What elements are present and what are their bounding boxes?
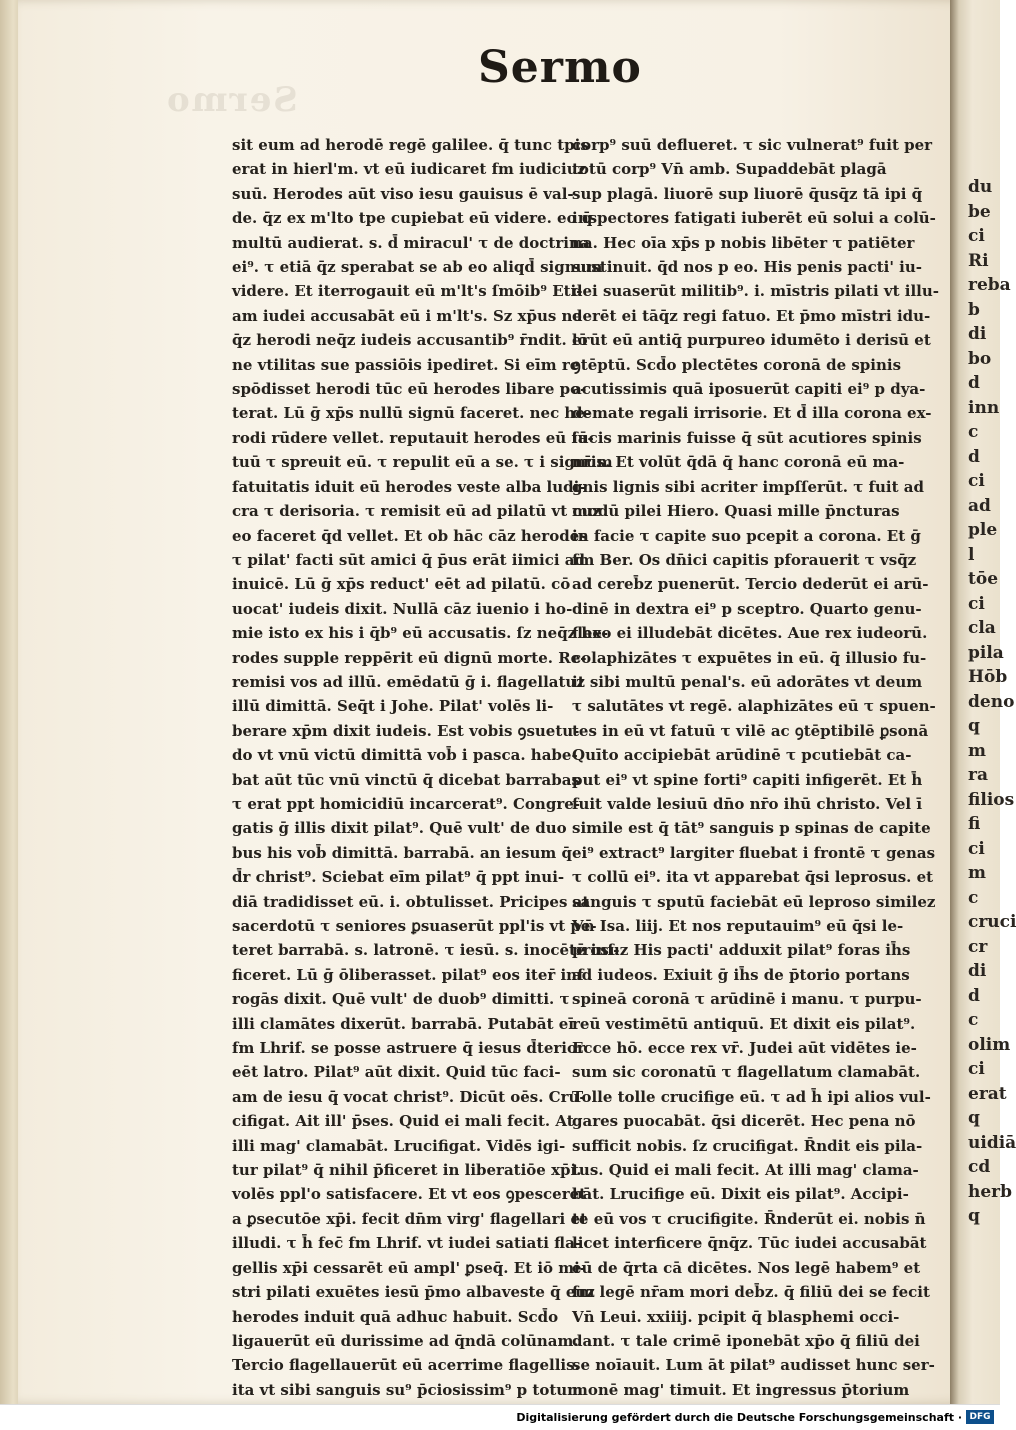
text-line: remisi vos ad illū. emēdatū ḡ i. flagellatuz [232, 672, 585, 691]
text-line: Quīto accipiebāt arūdinē τ pcutiebāt ca- [572, 746, 912, 765]
text-line: τ pilat' facti sūt amici q̄ p̄us erāt iimici ad [232, 550, 585, 569]
text-line: tus. Quid ei mali fecit. At illi mag' clama- [572, 1161, 919, 1180]
text-line: sit eum ad herodē regē galilee. q̄ tunc tpis [232, 136, 589, 154]
text-line: stri pilati exuētes iesū p̄mo albaveste q̄ euz [232, 1283, 595, 1302]
text-line: dei suaserūt militib⁹. i. mīstris pilati vt illu- [572, 282, 939, 301]
text-line: ꝯtēptū. Scd̄o plectētes coronā de spinis [572, 355, 902, 374]
adjacent-text-fragment: q [968, 1108, 980, 1128]
text-line: berare xp̄m dixit iudeis. Est vobis ꝯsuetu- [232, 721, 580, 740]
text-line: derēt ei tāq̄z regi fatuo. Et p̄mo mīstri idu- [572, 306, 931, 325]
text-line: a ꝑsecutōe xp̄i. fecit dn̄m virg' flagellari et [232, 1209, 587, 1228]
adjacent-page-text [968, 175, 1016, 1229]
text-line: spineā coronā τ arūdinē i manu. τ purpu- [572, 990, 922, 1009]
text-line: videre. Et iterrogauit eū m'lt's ſmōib⁹ Eti- [232, 282, 583, 301]
footer-bar [0, 1404, 1000, 1430]
adjacent-text-fragment: ra [968, 765, 988, 785]
text-line: ei⁹. τ etiā q̄z sperabat se ab eo aliqd̄ signum [232, 258, 603, 277]
adjacent-text-fragment: ci [968, 1059, 985, 1079]
adjacent-text-fragment: cla [968, 618, 996, 638]
adjacent-text-fragment: d [968, 446, 980, 467]
adjacent-text-fragment: Hōb [968, 667, 1008, 687]
adjacent-text-fragment: deno [968, 691, 1015, 712]
text-line: Tercio flagellauerūt eū acerrime flagellis. [232, 1356, 580, 1375]
text-line: ficeret. Lū ḡ ōliberasset. pilat⁹ eos iter̄ inf [232, 965, 584, 984]
text-line: fm legē nr̄am mori deb̄z. q̄ filiū dei se fecit [572, 1283, 930, 1302]
adjacent-text-fragment: pila [968, 642, 1004, 663]
text-line: tuū τ spreuit eū. τ repulit eū a se. τ i signum [232, 453, 613, 472]
text-line: in facie τ capite suo pcepit a corona. Et ḡ [572, 526, 921, 545]
right-text-column [572, 133, 939, 1402]
text-line: ei⁹ extract⁹ largiter fluebat i frontē τ genas [572, 843, 936, 862]
text-line: reū vestimētū antiquū. Et dixit eis pilat⁹. [572, 1014, 916, 1033]
adjacent-text-fragment: ci [968, 471, 985, 491]
text-line: totū corp⁹ Vn̄ amb. Supaddebāt plagā [572, 160, 887, 179]
text-line: cifigat. Ait ill' p̄ses. Quid ei mali fecit. At [232, 1112, 574, 1131]
text-line: ne vtilitas sue passiōis ipediret. Si eīm re [232, 355, 580, 374]
text-line: gellis xp̄i cessarēt eū ampl' ꝑseq̄. Et iō mi- [232, 1258, 587, 1277]
adjacent-text-fragment: herb [968, 1181, 1013, 1202]
text-line: dant. τ tale crimē iponebāt xp̄o q̄ filiū dei [572, 1331, 920, 1350]
text-line: sum sic coronatū τ flagellatum clamabāt. [572, 1063, 921, 1082]
text-line: cra τ derisoria. τ remisit eū ad pilatū vt cuz [232, 502, 601, 521]
adjacent-text-fragment: b [968, 299, 980, 320]
funding-notice: Digitalisierung gefördert durch die Deutsche Forschungsgemeinschaft · [516, 1411, 962, 1424]
text-line: ad cereb̄z puenerūt. Tercio dederūt ei arū- [572, 575, 929, 594]
text-line: ita vt sibi sanguis su⁹ p̄ciosissim⁹ p totum [232, 1380, 584, 1399]
text-line: sustinuit. q̄d nos p eo. His penis pacti' iu- [572, 258, 922, 277]
adjacent-text-fragment: du [968, 177, 993, 197]
text-line: suū. Herodes aūt viso iesu gauisus ē val- [232, 184, 574, 203]
text-line: illudi. τ h̄ fec̄ fm Lhrif. vt iudei satiati fla- [232, 1234, 582, 1253]
adjacent-text-fragment: Ri [968, 250, 989, 271]
text-line: it sibi multū penal's. eū adorātes vt deum [572, 672, 923, 691]
text-line: sacerdotū τ seniores ꝑsuaserūt ppl'is vt pe- [232, 917, 597, 935]
text-line: erūt eū antiq̄ purpureo idumēto i derisū et [572, 331, 931, 350]
adjacent-text-fragment: d [968, 373, 980, 393]
text-line: demate regali irrisorie. Et d̄ illa corona ex- [572, 404, 932, 423]
adjacent-text-fragment: m [968, 863, 986, 883]
text-line: eū de q̄rta cā dicētes. Nos legē habem⁹ et [572, 1258, 921, 1277]
text-line: sufficit nobis. ſz crucifigat. R̄ndit eis pila- [572, 1136, 923, 1155]
text-line: rodi rūdere vellet. reputauit herodes eū fa- [232, 428, 594, 447]
page-header: Sermo [478, 42, 642, 93]
adjacent-text-fragment: di [968, 324, 987, 344]
text-line: teret barrabā. s. latronē. τ iesū. s. inocētē inf- [232, 941, 620, 960]
text-line: τ erat ppt homicidiū incarcerat⁹. Congre- [232, 794, 580, 813]
adjacent-text-fragment: ci [968, 838, 985, 859]
text-line: τ salutātes vt regē. alaphizātes eū τ spuen- [572, 697, 936, 716]
text-line: acutissimis quā iposuerūt capiti ei⁹ p dya- [572, 380, 926, 399]
text-line: rodes supple reppērit eū dignū morte. Re- [232, 648, 587, 667]
text-line: herodes induit quā adhuc habuit. Scd̄o [232, 1307, 559, 1326]
text-line: bat aūt tūc vnū vinctū q̄ dicebat barrabas [232, 770, 580, 789]
text-line: fm Ber. Os dn̄ici capitis pforauerit τ vsq̄z [572, 550, 917, 569]
text-line: q̄z herodi neq̄z iudeis accusantib⁹ r̄ndit. lō [232, 331, 588, 350]
adjacent-text-fragment: be [968, 201, 991, 222]
dfg-logo: DFG [966, 1410, 994, 1424]
adjacent-text-fragment: cd [968, 1157, 991, 1177]
text-line: flexo ei illudebāt dicētes. Aue rex iudeorū. [572, 624, 928, 643]
text-line: fm Lhrif. se posse astruere q̄ iesus d̄terior [232, 1039, 585, 1058]
adjacent-text-fragment: olim [968, 1034, 1011, 1055]
text-line: spōdisset herodi tūc eū herodes libare po- [232, 380, 587, 399]
text-line: monē mag' timuit. Et ingressus p̄torium [572, 1380, 910, 1399]
text-line: illū dimittā. Seq̄t i Johe. Pilat' volēs li- [232, 697, 554, 716]
text-line: dinē in dextra ei⁹ p sceptro. Quarto genu- [572, 599, 922, 618]
text-line: fatuitatis iduit eū herodes veste alba ludi- [232, 477, 586, 496]
left-text-column [232, 133, 620, 1402]
adjacent-text-fragment: ci [968, 226, 985, 246]
adjacent-text-fragment: uidiā [968, 1132, 1016, 1153]
text-line: erat in hierl'm. vt eū iudicaret fm iudiciuz [232, 160, 587, 179]
text-line: rogās dixit. Quē vult' de duob⁹ dimitti. τ [232, 990, 570, 1009]
text-line: uocat' iudeis dixit. Nullā cāz iuenio i ho- [232, 599, 573, 618]
text-line: Ecce hō. ecce rex vr̄. Judei aūt vidētes ie- [572, 1039, 917, 1058]
text-line: Vn̄ Leui. xxiiij. pcipit q̄ blasphemi occi- [572, 1307, 900, 1326]
adjacent-text-fragment: erat [968, 1083, 1007, 1104]
adjacent-text-fragment: reba [968, 275, 1011, 295]
adjacent-text-fragment: ad [968, 495, 991, 516]
text-line: do vt vnū victū dimittā vob̄ i pasca. habe- [232, 746, 578, 765]
adjacent-text-fragment: cr [968, 936, 988, 957]
text-line: τ collū ei⁹. ita vt apparebat q̄si leprosus. et [572, 868, 934, 887]
adjacent-text-fragment: ci [968, 593, 985, 614]
text-line: de. q̄z ex m'lto tpe cupiebat eū videre. eo q̄ [232, 209, 593, 228]
adjacent-text-fragment: q [968, 716, 980, 736]
adjacent-text-fragment: inn [968, 397, 1000, 418]
adjacent-text-fragment: tōe [968, 569, 999, 589]
text-line: gnis lignis sibi acriter impſſerūt. τ fuit ad [572, 477, 924, 496]
text-line: put ei⁹ vt spine forti⁹ capiti infigerēt. Et h̄ [572, 770, 923, 789]
text-line: ad iudeos. Exiuit ḡ ih̄s de p̄torio portans [572, 965, 910, 984]
adjacent-text-fragment: c [968, 422, 979, 442]
adjacent-text-fragment: m [968, 740, 986, 761]
text-line: gatis ḡ illis dixit pilat⁹. Quē vult' de duo [232, 819, 567, 838]
text-line: volēs ppl'o satisfacere. Et vt eos ꝯpesceret [232, 1185, 587, 1204]
text-line: d̄r christ⁹. Sciebat eīm pilat⁹ q̄ ppt inui- [232, 868, 565, 887]
text-line: am iudei accusabāt eū i m'lt's. Sz xp̄us ne [232, 306, 582, 325]
text-line: Tolle tolle crucifige eū. τ ad h̄ ipi alios vul- [572, 1087, 931, 1106]
adjacent-text-fragment: fi [968, 814, 981, 834]
text-line: colaphizātes τ expuētes in eū. q̄ illusio fu- [572, 648, 927, 667]
text-line: licet interficere q̄nq̄z. Tūc iudei accusabāt [572, 1234, 927, 1253]
adjacent-text-fragment: ple [968, 520, 998, 540]
adjacent-text-fragment: d [968, 985, 980, 1006]
text-line: tur pilat⁹ q̄ nihil p̄ficeret in liberatiōe xp̄i. [232, 1161, 582, 1180]
text-line: inuicē. Lū ḡ xp̄s reduct' eēt ad pilatū. cō [232, 575, 571, 594]
adjacent-text-fragment: bo [968, 348, 992, 369]
text-line: multū audierat. s. d̄ miracul' τ de doctrina [232, 233, 590, 252]
adjacent-text-fragment: cruci [968, 912, 1016, 932]
adjacent-text-fragment: filios [968, 789, 1015, 810]
text-line: am de iesu q̄ vocat christ⁹. Dicūt oēs. Cru- [232, 1087, 586, 1106]
text-line: Vn̄ Isa. liij. Et nos reputauim⁹ eū q̄si le- [572, 917, 904, 935]
adjacent-text-fragment: c [968, 887, 979, 908]
text-line: diā tradidisset eū. i. obtulisset. Pricipes at [232, 892, 590, 911]
text-line: fuit valde lesiuū dn̄o nr̄o ihū christo. Vel ī [572, 794, 923, 813]
text-line: sanguis τ sputū faciebāt eū leproso similez [572, 892, 936, 911]
adjacent-text-fragment: c [968, 1010, 979, 1030]
text-line: ligauerūt eū durissime ad q̄ndā colūnam. [232, 1331, 579, 1350]
bleed-through-text: Sermo [165, 80, 298, 120]
text-line: eo faceret q̄d vellet. Et ob hāc cāz herodes [232, 526, 588, 545]
text-line: sup plagā. liuorē sup liuorē q̄usq̄z tā ipi q̄ [572, 184, 923, 203]
text-line: mie isto ex his i q̄b⁹ eū accusatis. ſz neq̄z he- [232, 624, 609, 643]
text-line: simile est q̄ tāt⁹ sanguis p spinas de capite [572, 819, 931, 838]
text-line: gares puocabāt. q̄si dicerēt. Hec pena nō [572, 1112, 916, 1131]
adjacent-page-edge [950, 0, 1016, 1404]
text-line: te eū vos τ crucifigite. R̄nderūt ei. nobis n̄ [572, 1209, 926, 1228]
adjacent-text-fragment: di [968, 961, 987, 981]
text-line: na. Hec oīa xp̄s p nobis libēter τ patiēter [572, 233, 915, 252]
text-line: tes in eū vt fatuū τ vilē ac ꝯtēptibilē ꝑsonā [572, 721, 929, 740]
text-line: modū pilei Hiero. Quasi mille p̄ncturas [572, 502, 900, 521]
text-line: illi mag' clamabāt. Lrucifigat. Vidēs igi- [232, 1136, 566, 1155]
text-line: terat. Lū ḡ xp̄s nullū signū faceret. nec he- [232, 404, 592, 423]
text-line: corp⁹ suū deflueret. τ sic vulnerat⁹ fuit per [572, 136, 933, 154]
text-line: bāt. Lrucifige eū. Dixit eis pilat⁹. Accipi- [572, 1185, 909, 1204]
adjacent-text-fragment: q [968, 1206, 980, 1226]
text-line: iūcis marinis fuisse q̄ sūt acutiores spinis [572, 428, 922, 447]
text-line: eēt latro. Pilat⁹ aūt dixit. Quid tūc faci- [232, 1063, 561, 1082]
text-line: inspectores fatigati iuberēt eū solui a colū- [572, 209, 936, 228]
text-line: nr̄is. Et volūt q̄dā q̄ hanc coronā eū ma- [572, 453, 905, 472]
text-line: illi clamātes dixerūt. barrabā. Putabāt eī [232, 1014, 574, 1033]
text-line: se noīauit. Lum āt pilat⁹ audisset hunc ser- [572, 1356, 935, 1375]
text-line: bus his vob̄ dimittā. barrabā. an iesum q̄ [232, 843, 572, 862]
adjacent-text-fragment: l [968, 544, 975, 565]
text-line: prosuz His pacti' adduxit pilat⁹ foras ih̄s [572, 941, 911, 960]
